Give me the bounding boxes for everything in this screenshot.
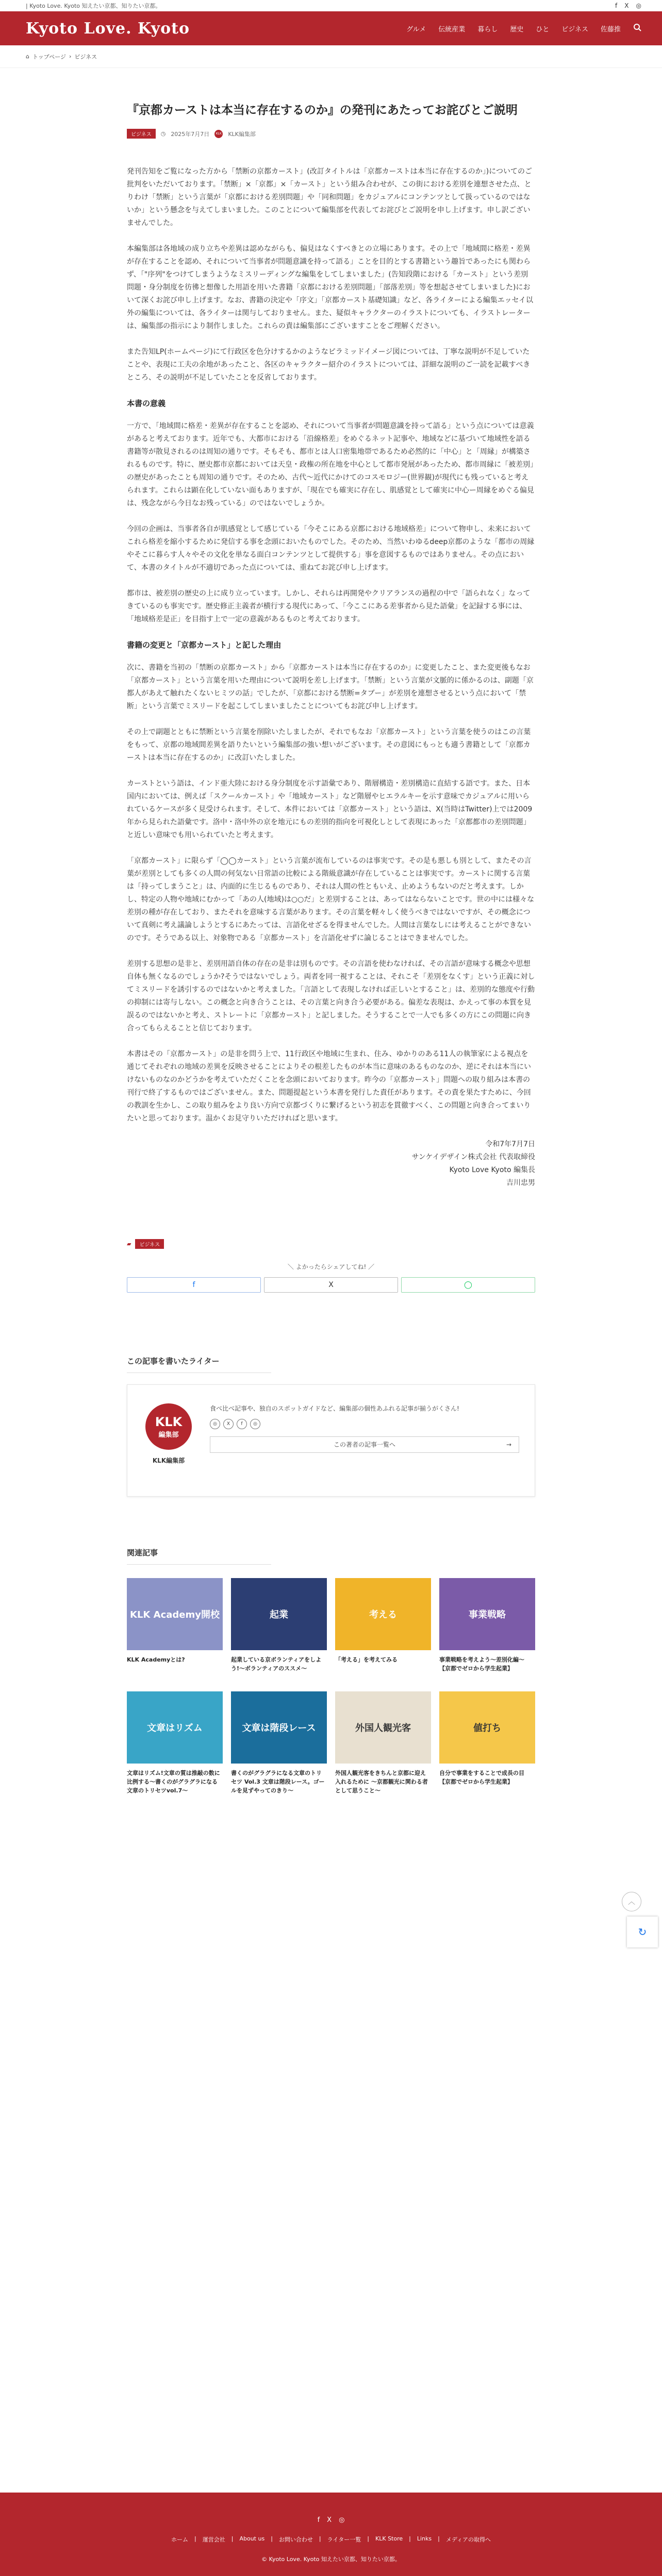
writer-avatar: KLK 編集部 bbox=[145, 1403, 192, 1450]
breadcrumb-current[interactable]: ビジネス bbox=[74, 53, 97, 60]
related-thumb: 外国人観光客 bbox=[335, 1691, 431, 1764]
related-card[interactable] bbox=[439, 1691, 535, 1794]
related-card[interactable] bbox=[335, 1578, 431, 1681]
related-thumb: 考える bbox=[335, 1578, 431, 1650]
writer-web-icon[interactable]: ◎ bbox=[210, 1419, 220, 1429]
related-card[interactable] bbox=[231, 1691, 327, 1794]
related-card[interactable] bbox=[127, 1578, 223, 1681]
related-title[interactable]: 書くのがグラグラになる文章のトリセツ Vol.3 文章は階段レース。ゴールを見ずやってのきり〜 bbox=[231, 1770, 325, 1794]
paragraph: カーストという語は、インド亜大陸における身分制度を示す語彙であり、階層構造・差別構造に直結する語です。また、日本国内においては、例えば「スクールカースト」や「地域カースト」など階層やヒエラルキーを示す意味でカジュアルに用いられているケースが多く見受けられます。そして、本件においては「京都カースト」という語は、X(当時はTwitter)上では2009年から見られた語彙です。洛中・洛中外の京を地元にもの差別的指向を可視化しとして表現にあった「京都都市の差別問題」と近しい意味でも用いられていたと考えます。 bbox=[127, 779, 533, 839]
paragraph: 本書はその「京都カースト」の是非を問う上で、11行政区や地域に生まれ、住み、ゆかりのある11人の執筆家による視点を通じてそれぞれの地域の差異を反映させることによりその根差したものが本当に意味のあるものなのか、逆にそれは本当にいけないものなのかどうかを考えていただくことを念頭においております。昨今の「京都カースト」問題への取り組みは本書の刊行で終了するものではございません。また、問題提起という本書を発行した責任があります。その責を果たすために、今回の教訓を生かし、この取り組みをより良い方向で京都づくりに繋げるという初志を貫徹すべく、この問題と向き合ってまいりたいと思っております。温かくお見守りいただければと思います。 bbox=[127, 1050, 531, 1123]
share-x-button[interactable]: X bbox=[264, 1277, 398, 1293]
footer-instagram-icon[interactable]: ◎ bbox=[339, 2516, 345, 2524]
signature bbox=[127, 1138, 535, 1190]
copyright: © Kyoto Love. Kyoto 知えたい京都、知りたい京都。 bbox=[261, 2556, 401, 2563]
breadcrumb-sep: › bbox=[69, 53, 72, 60]
related-thumb: 値打ち bbox=[439, 1691, 535, 1764]
clock-icon: ◷ bbox=[160, 130, 166, 137]
footer-link[interactable]: ホーム bbox=[171, 2536, 189, 2543]
footer-link[interactable]: お問い合わせ bbox=[278, 2536, 313, 2543]
instagram-icon[interactable]: ◎ bbox=[636, 2, 641, 9]
nav-item-business[interactable]: ビジネス bbox=[561, 25, 588, 33]
sign-name: 吉川忠男 bbox=[506, 1179, 535, 1187]
related-thumb: KLK Academy開校 bbox=[127, 1578, 223, 1650]
footer-link[interactable]: 運営会社 bbox=[202, 2536, 225, 2543]
article bbox=[127, 68, 535, 1794]
breadcrumb-home[interactable]: トップページ bbox=[32, 53, 66, 60]
tagline: | Kyoto Love. Kyoto 知えたい京都、知りたい京都。 bbox=[26, 3, 161, 9]
nav-item-people[interactable]: ひと bbox=[536, 25, 550, 33]
paragraph: 一方で、「地域間に格差・差異が存在することを認め、それについて当事者が問題意識を持って語る」という点については意義があると考えております。近年でも、大都市における「沿線格差」をめぐるネット記事や、地域などに基づいて地域性を語る書籍等が散見されるのは周知の通りです。そもそも、都市とは人口密集地帯であるため必然的に「中心」と「周縁」が構築されるものです。特に、歴史都市京都においては天皇・政権の所在地を中心として都市発展があったため、都市周縁に「被差別」の歴史があったことも周知の通りです。そのため、古代〜近代にかけてのコスモロジー(世界観)が現代にも残っていると考えられます。これらは顕在化していない面もありますが、「現在でも確実に存在し、肌感覚として確実に中心ー周縁をめぐる偏見は、残念ながら今日なお残っている」のではないでしょうか。 bbox=[127, 422, 534, 507]
tag-row bbox=[127, 1239, 535, 1249]
x-icon[interactable]: X bbox=[624, 2, 629, 9]
related-card[interactable] bbox=[335, 1691, 431, 1794]
writer-name: KLK編集部 bbox=[152, 1457, 185, 1464]
facebook-icon[interactable]: f bbox=[615, 2, 618, 9]
footer-facebook-icon[interactable]: f bbox=[317, 2516, 320, 2524]
arrow-right-icon: → bbox=[506, 1441, 511, 1448]
related-card[interactable] bbox=[127, 1691, 223, 1794]
main-nav bbox=[0, 11, 662, 45]
article-meta bbox=[127, 129, 535, 139]
paragraph: 本編集部は各地域の成り立ちや差異は認めながらも、偏見はなくすべきとの立場にあります。その上で「地域間に格差・差異が存在することを認め、それについて当事者が問題意識を持って語る」ことを目的とする書籍という趣旨であったにも関わらず、「"序列"をつけてしまうようなミスリーディングな編集をしてしまいました」(告知段階における「カースト」という差別問題・身分制度を彷彿と想像した用語を用いた書籍「京都における差別問題」「部落差別」等を想起させてしまいました)において深くお詫び申し上げます。なお、書籍の決定や「序文」「京都カースト基礎知識」など、各ライターによる編集エッセイ以外の編集については、各ライターは関与しておりません。また、疑似キャラクターのイラストについても、イラストレーターは、編集部の指示により制作しました。これらの責は編集部にございますことをご理解ください。 bbox=[127, 245, 534, 330]
writer-card bbox=[127, 1384, 535, 1497]
writer-articles-button[interactable]: この著者の記事一覧へ → bbox=[210, 1436, 519, 1453]
article-body bbox=[127, 165, 535, 1190]
related-card[interactable] bbox=[439, 1578, 535, 1681]
related-title[interactable]: KLK Academyとは? bbox=[127, 1656, 185, 1663]
category-badge[interactable]: ビジネス bbox=[127, 129, 156, 139]
writer-info bbox=[210, 1403, 519, 1478]
home-icon: ⌂ bbox=[26, 53, 29, 60]
related-title[interactable]: 外国人観光客をきちんと京都に迎え入れるために 〜京都観光に関わる者として思うこと〜 bbox=[335, 1770, 428, 1794]
writer-x-icon[interactable]: X bbox=[223, 1419, 234, 1429]
paragraph: 差別する思想の是非と、差別用語自体の存在の是非は別ものです。その言語を使わなければ、その言語が意味する概念や思想自体も無くなるのでしょうか?そうではないでしょう。両者を同一視することは、それこそ「差別をなくす」という正義に対してミスリードを誘引するのではないかと考えました。「言語として表現しなければ正しいとすること」は、差別的な態度や行動の抑制には寄与しない。この概念と向き合うことは、その言葉と向き合う必要がある。偏差な表現は、かえって事の本質を見誤るのではないかと考え、ストレートに「京都カースト」と記しました。そうすることで一人でも多くの方にこの問題に向き合ってもらえることと信じております。 bbox=[127, 960, 535, 1032]
footer bbox=[0, 2493, 662, 2576]
related-title[interactable]: 文章はリズム!文章の質は推敲の数に比例する〜書くのがグラグラになる文章のトリセツvol.7〜 bbox=[127, 1770, 220, 1794]
nav-item-craft[interactable]: 伝統産業 bbox=[438, 25, 466, 33]
site-logo[interactable]: Kyoto Love. Kyoto bbox=[26, 19, 190, 38]
recaptcha-icon: ↻ bbox=[627, 1917, 658, 1947]
share-line-button[interactable]: ◯ bbox=[401, 1277, 535, 1293]
paragraph: 今回の企画は、当事者各自が肌感覚として感じている「今そこにある京都における地域格差」について物申し、未来においてこれら格差を縮小するために発信する事を念頭においたものでした。そのため、当然いわゆるdeep京都のような「都市の周縁やそこに暮らす人々やその文化を単なる面白コンテンツとして提供する」事を意図するものではありません。その点において、本書のタイトルが不適切であった点については、重ねてお詫び申し上げます。 bbox=[127, 525, 535, 572]
top-bar bbox=[0, 0, 662, 11]
back-to-top-button[interactable]: ︿ bbox=[622, 1892, 641, 1911]
paragraph: その上で副題とともに禁断という言葉を削除いたしましたが、それでもなお「京都カースト」という言葉を使うのはこの言葉をもって、京都の地域間差異を語りたいという編集部の強い想いがございます。その意図にもっとも適う書籍として「京都カーストは本当に存在するのか」に改訂いたしました。 bbox=[127, 728, 531, 762]
writer-section-title: この記事を書いたライター bbox=[127, 1355, 271, 1373]
breadcrumb bbox=[0, 45, 662, 68]
writer-instagram-icon[interactable]: ◎ bbox=[250, 1419, 260, 1429]
top-social bbox=[615, 2, 641, 9]
related-thumb: 文章は階段レース bbox=[231, 1691, 327, 1764]
paragraph: また告知LP(ホームページ)にて行政区を色分けするかのようなピラミッドイメージ図については、丁寧な説明が不足していたことや、表現に工夫の余地があったこと、各区のキャラクター紹介のイラストについては、詳細な説明のご一読を記載すべきところ、その説明が不足していたことを反省しております。 bbox=[127, 348, 531, 382]
paragraph: 次に、書籍を当初の「禁断の京都カースト」から「京都カーストは本当に存在するのか」に変更したこと、また変更後もなお「京都カースト」という言葉を用いた理由について説明を差し上げます。「禁断」という言葉が文脈的に係かるのは、副題「京都人があえて触れたくないヒミツの話」でしたが、「京都における禁断=タブー」が差別を連想させるという点において「禁断」という言葉でミスリードを起こしてしまいましたことについてもお詫び申し上げます。 bbox=[127, 664, 534, 710]
nav-item-gourmet[interactable]: グルメ bbox=[406, 25, 426, 33]
share-facebook-button[interactable]: f bbox=[127, 1277, 261, 1293]
author-name[interactable]: KLK編集部 bbox=[228, 130, 256, 138]
section-heading: 本書の意義 bbox=[127, 399, 166, 408]
related-title[interactable]: 自分で事業をすることで成長の目【京都でゼロから学生起業】 bbox=[439, 1770, 524, 1785]
folder-icon: ▰ bbox=[127, 1241, 131, 1247]
post-date: 2025年7月7日 bbox=[171, 130, 210, 138]
paragraph: 都市は、被差別の歴史の上に成り立っています。しかし、それらは再開発やクリアランスの過程の中で「語られなく」なってきているのも事実です。歴史修正主義者が横行する現代にあって、「今ここにある差事者から見た語彙」を記録する事には、「地域格差是正」を目指す上で一定の意義があるものと考えております。 bbox=[127, 589, 531, 623]
writer-facebook-icon[interactable]: f bbox=[237, 1419, 247, 1429]
footer-link[interactable]: About us bbox=[239, 2535, 265, 2542]
page-title: 『京都カーストは本当に存在するのか』の発刊にあたってお詫びとご説明 bbox=[127, 104, 518, 117]
footer-links: ホーム | 運営会社 | About us | お問い合わせ | ライター一覧 | KLK Store | Links | メディアの取得へ bbox=[171, 2535, 491, 2543]
nav-item-sato[interactable]: 佐藤推 bbox=[600, 25, 621, 33]
related-title[interactable]: 「考える」を考えてみる bbox=[335, 1656, 398, 1663]
paragraph: 発刊告知をご覧になった方から「禁断の京都カースト」(改訂タイトルは「京都カーストは本当に存在するのか」)についてのご批判をいただいております。「禁断」×「京都」×「カースト」という組み合わせが、この街における差別を連想させた点、とりわけ「禁断」という言葉が「京都における差別問題」や「同和問題」をカジュアルにコンテンツとして扱っているのではないか」という懸念を与えてしまいました。このことについて編集部を代表してお詫びとご説明を申し上げます。申し訳ございませんでした。 bbox=[127, 167, 532, 227]
nav-menu bbox=[406, 23, 641, 33]
writer-logo bbox=[143, 1403, 194, 1478]
related-thumb: 文章はリズム bbox=[127, 1691, 223, 1764]
footer-social bbox=[0, 2493, 662, 2524]
share-buttons bbox=[127, 1277, 535, 1293]
related-title[interactable]: 起業している京ボランティアをしよう!〜ボランティアのススメ〜 bbox=[231, 1656, 322, 1672]
author-avatar: KLK bbox=[214, 130, 223, 138]
section-heading: 書籍の変更と「京都カースト」と記した理由 bbox=[127, 640, 282, 650]
footer-link[interactable]: Links bbox=[417, 2535, 432, 2542]
related-thumb: 事業戦略 bbox=[439, 1578, 535, 1650]
sign-date: 令和7年7月7日 bbox=[485, 1140, 535, 1148]
footer-link[interactable]: KLK Store bbox=[375, 2535, 403, 2542]
tag-badge[interactable]: ビジネス bbox=[135, 1239, 164, 1249]
related-card[interactable] bbox=[231, 1578, 327, 1681]
footer-link[interactable]: メディアの取得へ bbox=[445, 2536, 491, 2543]
footer-link[interactable]: ライター一覧 bbox=[327, 2536, 361, 2543]
related-title[interactable]: 事業戦略を考えよう〜差別化編〜【京都でゼロから学生起業】 bbox=[439, 1656, 524, 1672]
paragraph: 「京都カースト」に限らず「◯◯カースト」という言葉が流布しているのは事実です。その是も悪しも別として、またその言葉が差別としても多くの人間の何気ない日常語の比較による階級意識が存在していることは事実です。カーストに関する言葉は「持ってしまうこと」は、内面的に生じるものであり、それは人間の性ともいえ、止めようもないのだと考えます。しかし、特定の人物や地域にむかって「あの人(地域)は○○だ」と差別することは、あってはならないことです。世の中には様々な差別の種が存在しており、またそれを意味する言葉があります。その言葉を軽々しく使うべきではないですが、その概念について真剣に考え議論しようとするにあたっては、言語化せざるを得ませんでした。人間は言葉なしには考えることができないのです。そうである以上、対象物である「京都カースト」を言語化せずに論じることはできませんでした。 bbox=[127, 857, 535, 942]
search-icon[interactable] bbox=[633, 23, 641, 33]
share-heading: ＼ よかったらシェアしてね! ／ bbox=[287, 1263, 375, 1270]
writer-description: 食べ比べ記事や、独自のスポットガイドなど、編集部の個性あふれる記事が揃うがくさん! bbox=[210, 1405, 459, 1412]
footer-x-icon[interactable]: X bbox=[327, 2516, 332, 2524]
related-grid bbox=[127, 1578, 535, 1794]
sign-dept: Kyoto Love Kyoto 編集長 bbox=[449, 1166, 535, 1174]
related-thumb: 起業 bbox=[231, 1578, 327, 1650]
nav-item-history[interactable]: 歴史 bbox=[510, 25, 524, 33]
related-section-title: 関連記事 bbox=[127, 1547, 271, 1565]
writer-social bbox=[210, 1419, 519, 1429]
nav-item-life[interactable]: 暮らし bbox=[477, 25, 498, 33]
sign-company: サンケイデザイン株式会社 代表取締役 bbox=[411, 1153, 535, 1161]
